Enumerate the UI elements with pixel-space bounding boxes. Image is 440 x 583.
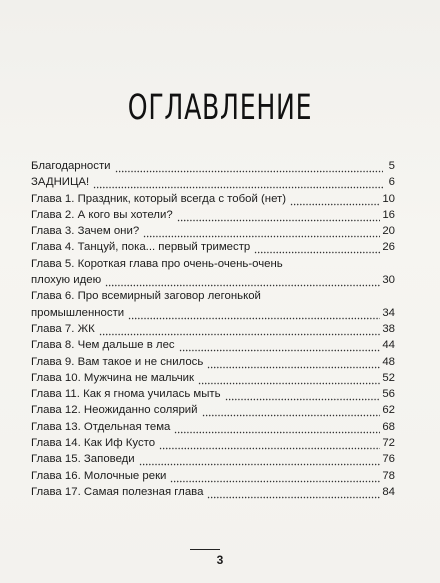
leader-dots: [128, 305, 380, 321]
toc-entry-label: Глава 17. Самая полезная глава: [31, 485, 204, 498]
page-number: 3: [216, 553, 224, 567]
toc-entry: [31, 337, 395, 353]
toc-entry-page: 6: [388, 176, 395, 189]
toc-entry-page: 62: [382, 404, 395, 417]
toc-entry-page: 34: [382, 306, 395, 319]
leader-dots: [174, 419, 380, 435]
leader-dots: [105, 272, 380, 288]
leader-dots: [177, 207, 381, 223]
toc-entry-label: Глава 9. Вам такое и не снилось: [31, 355, 204, 368]
toc-entry-page: 38: [382, 322, 395, 335]
toc-entry: [31, 207, 395, 223]
leader-dots: [202, 402, 381, 418]
toc-entry-label: Глава 10. Мужчина не мальчик: [31, 371, 195, 384]
leader-dots: [290, 191, 380, 207]
leader-dots: [143, 223, 380, 239]
toc-entry-page: 68: [382, 420, 395, 433]
toc-entry-label: Глава 13. Отдельная тема: [31, 420, 171, 433]
toc-entry-line1: [31, 256, 395, 272]
toc-entry-label: Глава 7. ЖК: [31, 322, 95, 335]
toc-entry-page: 20: [382, 225, 395, 238]
toc-entry-page: 44: [382, 339, 395, 352]
toc-entry-page: 84: [382, 485, 395, 498]
toc-entry: [31, 484, 395, 500]
toc-entry-label: Глава 5. Короткая глава про очень-очень-очень: [31, 257, 283, 270]
toc-entry: [31, 451, 395, 467]
toc-entry-label: Глава 15. Заповеди: [31, 453, 135, 466]
leader-dots: [207, 484, 380, 500]
toc-entry-page: 30: [382, 274, 395, 287]
toc-entry: [31, 191, 395, 207]
toc-entry: [31, 370, 395, 386]
leader-dots: [159, 435, 380, 451]
leader-dots: [198, 370, 380, 386]
toc-entry: [31, 305, 395, 321]
toc-entry-label: ЗАДНИЦА!: [31, 176, 90, 189]
toc-entry-label: Глава 6. Про всемирный заговор легонькой: [31, 290, 261, 303]
toc-entry: [31, 435, 395, 451]
toc-entry: [31, 354, 395, 370]
toc-entry: [31, 402, 395, 418]
leader-dots: [225, 386, 381, 402]
toc-entry: [31, 419, 395, 435]
toc-entry-label: Глава 14. Как Иф Кусто: [31, 437, 156, 450]
toc-entry-line1: [31, 288, 395, 304]
leader-dots: [170, 468, 380, 484]
toc-entry: [31, 386, 395, 402]
toc-entry-label: Глава 12. Неожиданно солярий: [31, 404, 198, 417]
toc-entry-label: Глава 11. Как я гнома училась мыть: [31, 388, 221, 401]
toc-entry: [31, 158, 395, 174]
toc-entry-label: Глава 4. Танцуй, пока... первый триместр: [31, 241, 251, 254]
leader-dots: [139, 451, 381, 467]
leader-dots: [179, 337, 381, 353]
toc-entry: [31, 239, 395, 255]
toc-entry-page: 78: [382, 469, 395, 482]
leader-dots: [207, 354, 380, 370]
toc-entry-label: плохую идею: [31, 274, 102, 287]
toc-entry-page: 52: [382, 371, 395, 384]
toc-entry-page: 5: [388, 160, 395, 172]
toc-entry-page: 48: [382, 355, 395, 368]
toc-entry-page: 26: [382, 241, 395, 254]
toc-entry-label: Благодарности: [31, 160, 111, 172]
page-title: ОГЛАВЛЕНИЕ: [127, 88, 313, 128]
toc-entry-page: 56: [382, 388, 395, 401]
leader-dots: [99, 321, 381, 337]
toc-entry: [31, 321, 395, 337]
toc-entry-label: Глава 2. А кого вы хотели?: [31, 208, 173, 221]
toc-entry: [31, 272, 395, 288]
toc-entry-label: Глава 3. Зачем они?: [31, 225, 140, 238]
toc-entry-label: Глава 16. Молочные реки: [31, 469, 167, 482]
toc-entry-label: промышленности: [31, 306, 125, 319]
toc-entry-label: Глава 1. Праздник, который всегда с тобой (нет): [31, 192, 287, 205]
toc-entry-page: 72: [382, 437, 395, 450]
toc-entry: [31, 468, 395, 484]
toc-entry: [31, 223, 395, 239]
leader-dots: [93, 174, 383, 190]
toc-entry-label: Глава 8. Чем дальше в лес: [31, 339, 175, 352]
table-of-contents: [31, 158, 395, 500]
toc-entry-page: 10: [382, 192, 395, 205]
leader-dots: [115, 158, 383, 174]
toc-entry-page: 76: [382, 453, 395, 466]
toc-entry-page: 16: [382, 208, 395, 221]
footer-rule: [190, 549, 220, 550]
toc-entry: [31, 174, 395, 190]
leader-dots: [254, 239, 380, 255]
